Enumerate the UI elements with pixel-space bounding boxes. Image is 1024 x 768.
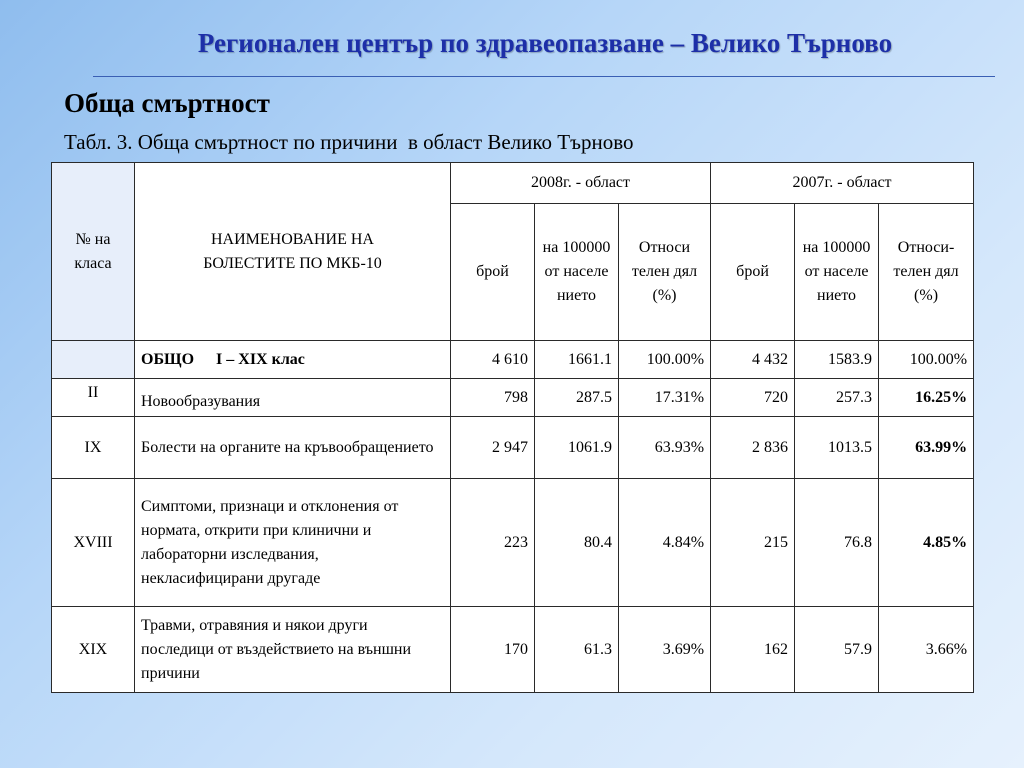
value-cell: 100.00% <box>619 341 711 379</box>
table-caption: Табл. 3. Обща смъртност по причини в област Велико Търново <box>64 130 634 154</box>
value-cell: 63.93% <box>619 417 711 479</box>
disease-name-cell <box>135 341 451 379</box>
value-cell: 61.3 <box>535 607 619 693</box>
header-group-2008: 2008г. - област <box>451 163 711 204</box>
value-cell: 16.25% <box>879 379 974 417</box>
value-cell: 257.3 <box>795 379 879 417</box>
value-cell: 720 <box>711 379 795 417</box>
value-cell: 170 <box>451 607 535 693</box>
value-cell: 4 610 <box>451 341 535 379</box>
table-row <box>52 379 974 417</box>
disease-name-cell: Травми, отравяния и някои други последици от въздействието на външни причини <box>135 607 451 693</box>
value-cell: 798 <box>451 379 535 417</box>
header-disease-name: НАИМЕНОВАНИЕ НА БОЛЕСТИТЕ ПО МКБ-10 <box>135 163 451 341</box>
class-cell: XIX <box>52 607 135 693</box>
subheader-2007-per-100000: на 100000 от населе нието <box>795 204 879 341</box>
value-cell: 1061.9 <box>535 417 619 479</box>
header-divider <box>93 76 995 77</box>
value-cell: 2 836 <box>711 417 795 479</box>
class-cell: IX <box>52 417 135 479</box>
value-cell: 2 947 <box>451 417 535 479</box>
value-cell: 223 <box>451 479 535 607</box>
subheader-2008-share: Относи телен дял (%) <box>619 204 711 341</box>
value-cell: 1661.1 <box>535 341 619 379</box>
table-header-row <box>52 163 974 204</box>
header-title: Регионален център по здравеопазване – Велико Търново <box>197 28 893 58</box>
value-cell: 4 432 <box>711 341 795 379</box>
disease-name-cell: Симптоми, признаци и отклонения от нормата, открити при клинични и лабораторни изследвания, некласифицирани другаде <box>135 479 451 607</box>
value-cell: 4.84% <box>619 479 711 607</box>
value-cell: 100.00% <box>879 341 974 379</box>
value-cell: 162 <box>711 607 795 693</box>
value-cell: 215 <box>711 479 795 607</box>
subheader-2007-count: брой <box>711 204 795 341</box>
header-class-number: № на класа <box>52 163 135 341</box>
table-row <box>52 607 974 693</box>
value-cell: 1583.9 <box>795 341 879 379</box>
value-cell: 57.9 <box>795 607 879 693</box>
total-class-range: I – XIX клас <box>216 350 305 368</box>
value-cell: 17.31% <box>619 379 711 417</box>
value-cell: 4.85% <box>879 479 974 607</box>
mortality-table <box>51 162 974 693</box>
class-cell <box>52 341 135 379</box>
class-cell: II <box>52 379 135 417</box>
table-row <box>52 417 974 479</box>
section-title: Обща смъртност <box>64 88 270 118</box>
subheader-2008-count: брой <box>451 204 535 341</box>
value-cell: 3.69% <box>619 607 711 693</box>
subheader-2007-share: Относи-телен дял (%) <box>879 204 974 341</box>
header-group-2007: 2007г. - област <box>711 163 974 204</box>
subheader-2008-per-100000: на 100000 от населе нието <box>535 204 619 341</box>
table-row <box>52 479 974 607</box>
disease-name-cell: Болести на органите на кръвообращението <box>135 417 451 479</box>
value-cell: 76.8 <box>795 479 879 607</box>
table-row-total <box>52 341 974 379</box>
class-cell: XVIII <box>52 479 135 607</box>
total-label: ОБЩО <box>141 350 195 368</box>
value-cell: 80.4 <box>535 479 619 607</box>
value-cell: 3.66% <box>879 607 974 693</box>
value-cell: 63.99% <box>879 417 974 479</box>
value-cell: 287.5 <box>535 379 619 417</box>
value-cell: 1013.5 <box>795 417 879 479</box>
disease-name-cell: Новообразувания <box>135 379 451 417</box>
